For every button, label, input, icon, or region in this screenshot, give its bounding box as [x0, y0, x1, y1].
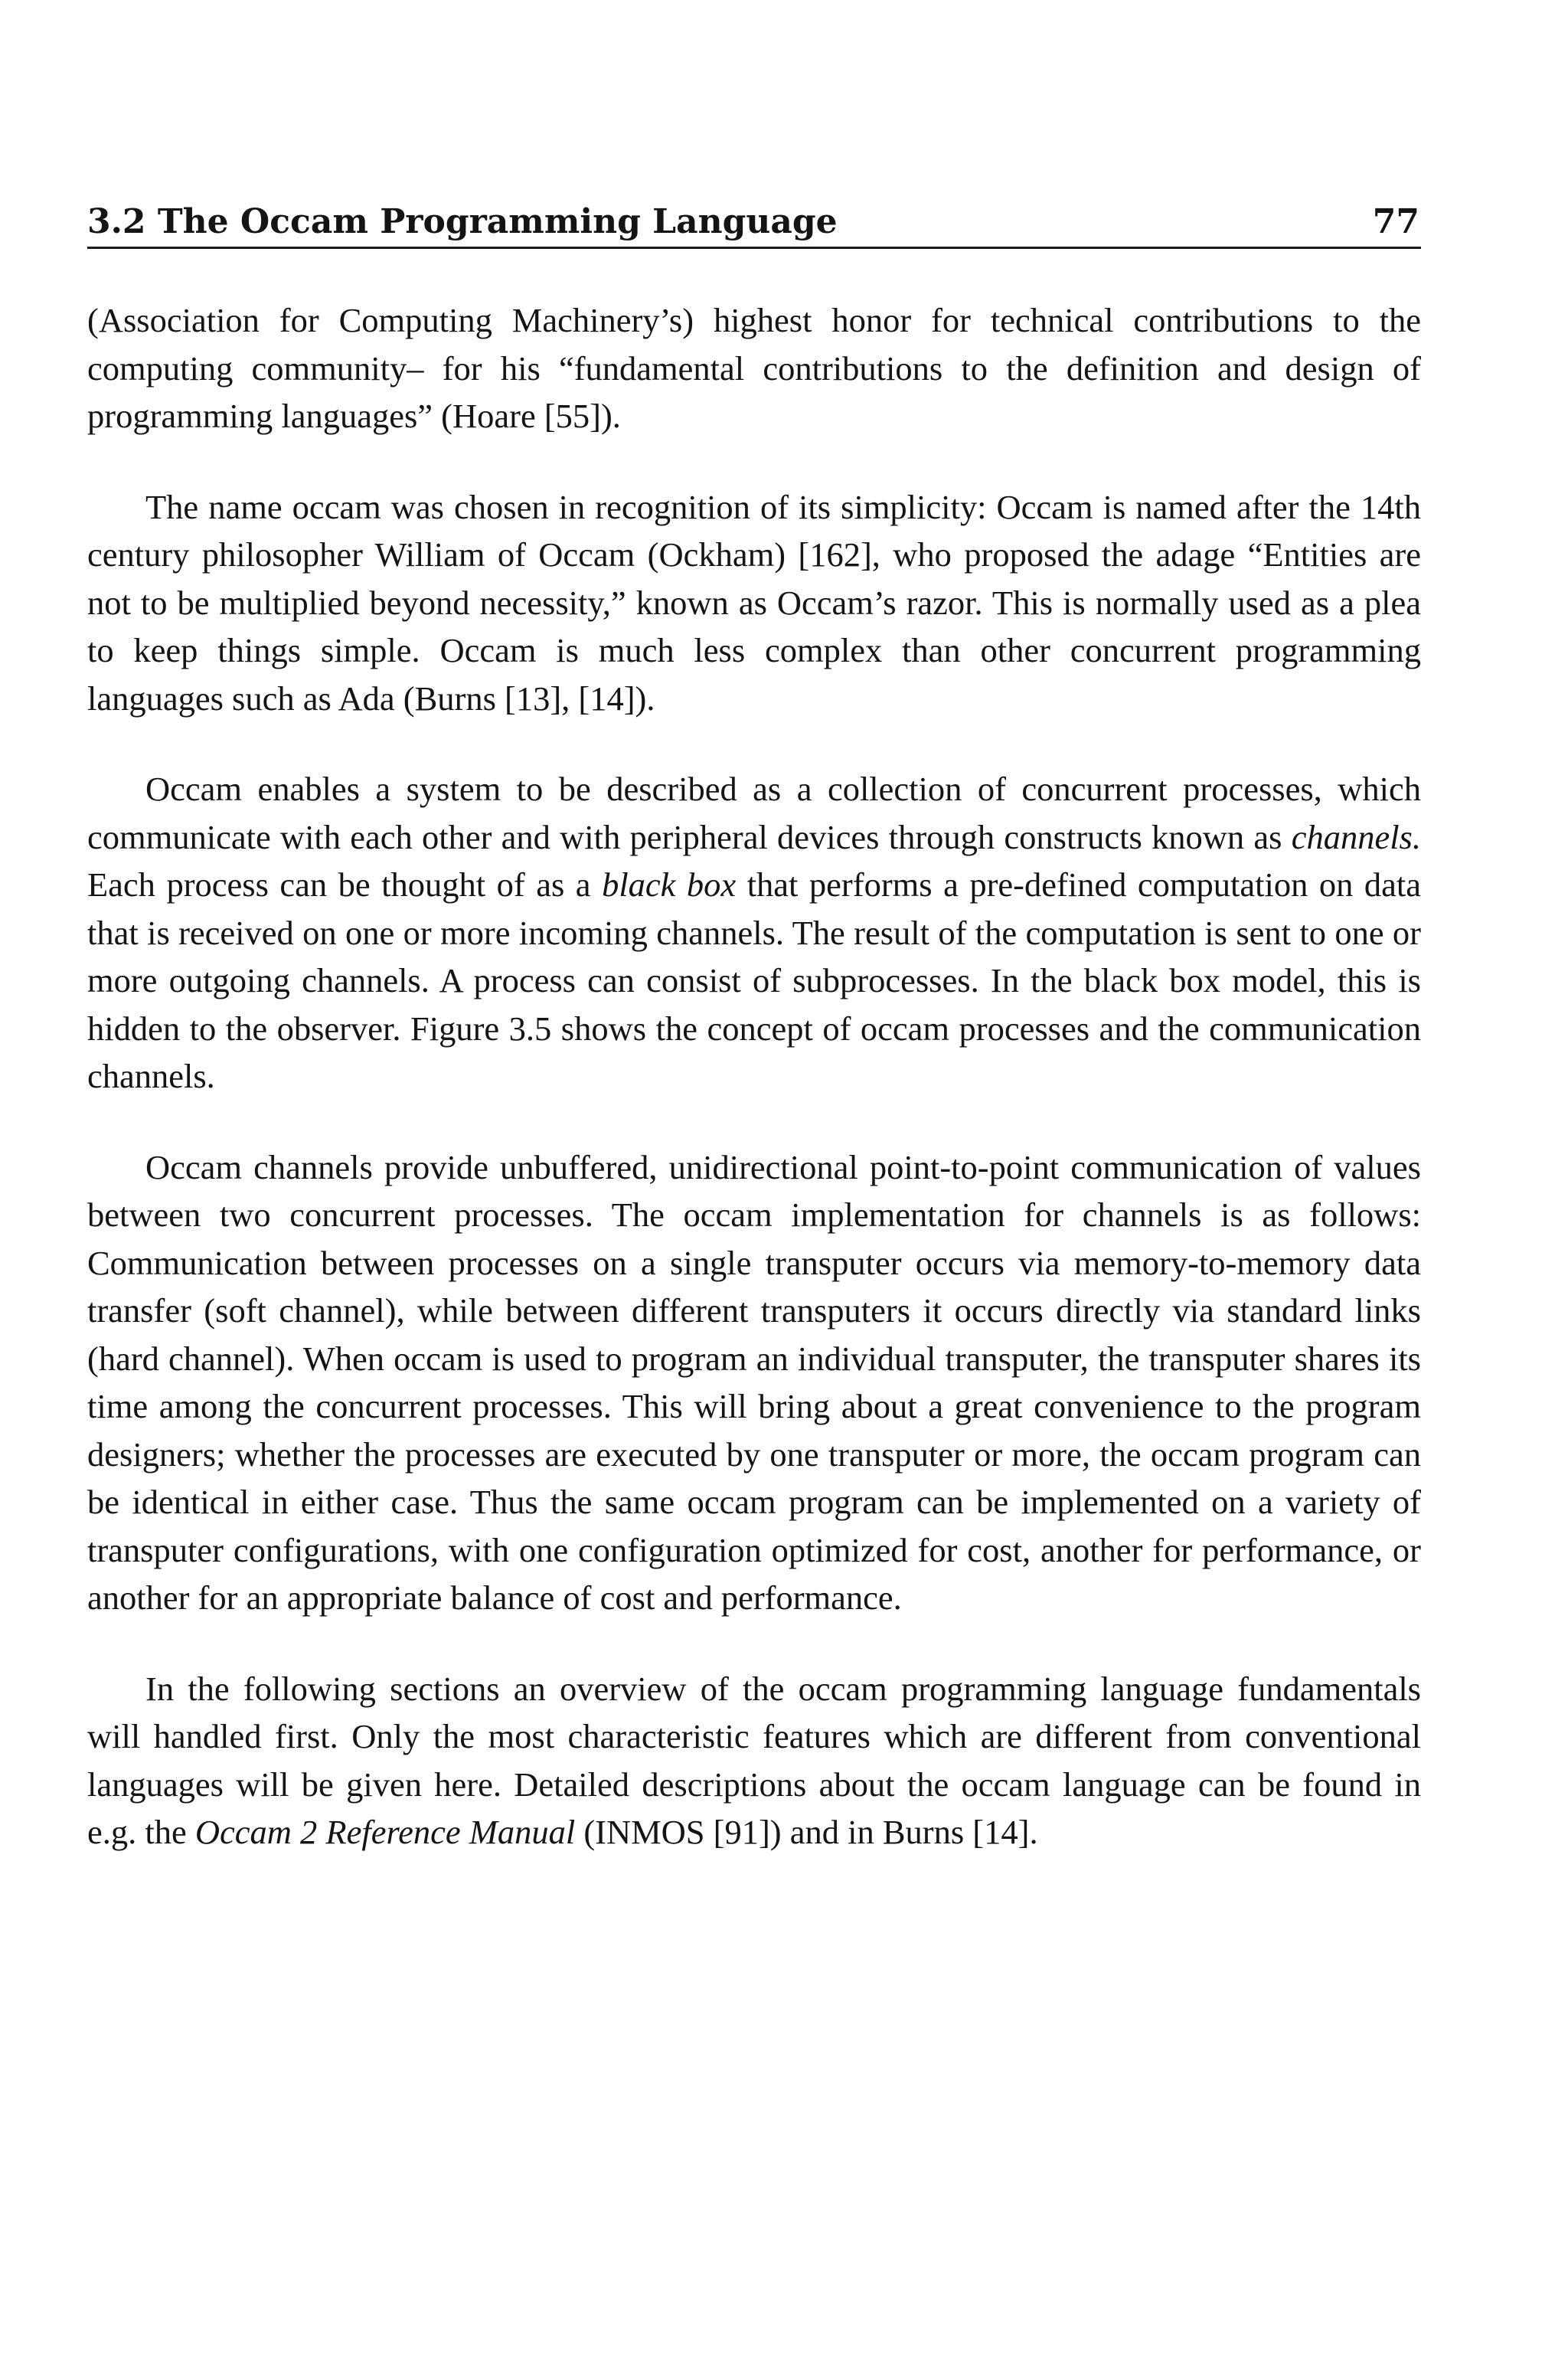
paragraph-overview — [87, 1665, 1421, 1856]
text-run: (Association for Computing Machinery’s) highest honor for technical contributions to the computing community– for his “fundamental contributions to the definition and design of programming languages” (Hoare [55]). — [87, 301, 1421, 435]
paragraph-occam-name — [87, 483, 1421, 723]
book-page — [87, 201, 1421, 1856]
text-run: that performs a pre-defined computation on data that is received on one or more incoming channels. The result of the computation is sent to one or more outgoing channels. A process can consist of subprocesses. In the black box model, this is hidden to the observer. Figure 3.5 shows the concept of occam processes and the communication channels. — [87, 865, 1421, 1095]
text-run: Occam enables a system to be described as a collection of concurrent processes, which communicate with each other and with peripheral devices through constructs known as — [87, 770, 1421, 856]
italic-text: black box — [602, 865, 737, 904]
text-run: Each process can be thought of as a — [87, 865, 603, 904]
paragraph-continuation — [87, 296, 1421, 440]
body-text — [87, 296, 1421, 1856]
paragraph-processes-channels — [87, 765, 1421, 1101]
section-title: 3.2 The Occam Programming Language — [87, 202, 838, 241]
text-run: In the following sections an overview of the occam programming language fundamentals will handled first. Only the most characteristic features which are different from conventional languages will be given here. Detailed descriptions about the occam language can be found in e.g. the — [87, 1669, 1421, 1851]
text-run: (INMOS [91]) and in Burns [14]. — [575, 1813, 1038, 1851]
italic-text: channels. — [1291, 817, 1421, 856]
page-number: 77 — [1372, 202, 1419, 241]
text-run: The name occam was chosen in recognition of its simplicity: Occam is named after the 14th century philosopher William of Occam (Ockham) [162], who proposed the adage “Entities are not to be multiplied beyond necessity,” known as Occam’s razor. This is normally used as a plea to keep things simple. Occam is much less complex than other concurrent programming languages such as Ada (Burns [13], [14]). — [87, 487, 1421, 718]
paragraph-channel-implementation — [87, 1143, 1421, 1622]
text-run: Occam channels provide unbuffered, unidirectional point-to-point communication of values between two concurrent processes. The occam implementation for channels is as follows: Communication between processes on a single transputer occurs via memory-to-memory data transfer (soft channel), while between different transputers it occurs directly via standard links (hard channel). When occam is used to program an individual transputer, the transputer shares its time among the concurrent processes. This will bring about a great convenience to the program designers; whether the processes are executed by one transputer or more, the occam program can be identical in either case. Thus the same occam program can be implemented on a variety of transputer configurations, with one configuration optimized for cost, another for performance, or another for an appropriate balance of cost and performance. — [87, 1147, 1421, 1617]
running-head — [87, 201, 1421, 249]
italic-text: Occam 2 Reference Manual — [194, 1813, 576, 1851]
